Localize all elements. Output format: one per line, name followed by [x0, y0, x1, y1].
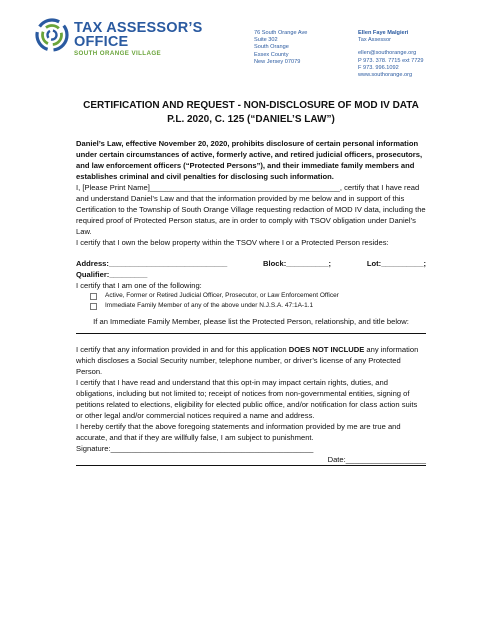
assessor-fax: F 973. 996.1092 — [358, 64, 399, 71]
office-logo — [34, 17, 203, 67]
assessor-title: Tax Assessor — [358, 37, 391, 44]
property-fields — [76, 258, 426, 269]
logo-title-line1: TAX ASSESSOR’S — [74, 20, 203, 36]
bottom-rule — [76, 465, 426, 466]
information-emphasis: DOES NOT INCLUDE — [288, 345, 365, 354]
foregoing-paragraph: I hereby certify that the above foregoing statements and information provided by me are true and accurate, and that if they are willfully false, I am subject to punishment. — [76, 422, 401, 442]
assessor-contact — [358, 30, 424, 79]
ownership-paragraph: I certify that I own the below property within the TSOV where I or a Protected Person resides: — [76, 238, 389, 247]
address-line: Essex County — [254, 51, 289, 58]
signature-field[interactable]: Signature:________________________________________________ — [76, 444, 314, 453]
qualifier-field[interactable]: Qualifier:_________ — [76, 270, 148, 279]
checkbox-icon[interactable] — [90, 303, 97, 310]
letterhead — [0, 0, 480, 95]
family-prompt: If an Immediate Family Member, please list the Protected Person, relationship, and title below: — [93, 317, 409, 326]
block-field[interactable]: Block:__________; — [263, 259, 332, 268]
status-prompt: I certify that I am one of the following: — [76, 281, 202, 290]
certify-paragraph: I, [Please Print Name]_____________________________________________, certify that I have read and understand Daniel’s Law and that the information provided by me below and in support of this Certification to the Township of South Orange Village requesting redaction of MOD IV data, including the required proof of Protected Person status, are in order to comply with TSOV obligation under Daniel’s Law. — [76, 183, 426, 236]
form-content — [76, 100, 426, 466]
opt-in-paragraph: I certify that I have read and understand that this opt-in may impact certain rights, duties, and obligations, including but not limited to; receipt of notices from non-governmental entities, signing of petitions related to elections, eligibility for elected public office, and/or notification for class action suits or other legal and/or commercial notices required a name and address. — [76, 378, 418, 420]
address-line: Suite 302 — [254, 37, 278, 44]
information-text-c: any information which discloses a Social Security number, telephone number, or driver’s license of any Protected Person. — [76, 345, 419, 376]
logo-subtitle: SOUTH ORANGE VILLAGE — [74, 50, 162, 57]
assessor-email[interactable]: ellen@southorange.org — [358, 50, 417, 57]
option-family-member[interactable] — [76, 301, 426, 311]
intro-paragraph: Daniel’s Law, effective November 20, 2020, prohibits disclosure of certain personal information under certain circumstances of active, formerly active, and retired judicial officers, prosecutors, and law enforcement officers (“Protected Persons”), and their immediate family members and establishes criminal and civil penalties for disclosing such information. — [76, 139, 423, 181]
assessor-phone: P 973. 378. 7715 ext 7729 — [358, 57, 424, 64]
address-field[interactable]: Address:____________________________ — [76, 259, 228, 268]
information-text-a: I certify that any information provided in and for this application — [76, 345, 289, 354]
information-paragraph — [76, 344, 426, 377]
assessor-name: Ellen Faye Malgieri — [358, 30, 409, 36]
lot-field[interactable]: Lot:__________; — [366, 259, 426, 268]
form-title: CERTIFICATION AND REQUEST - NON-DISCLOSURE OF MOD IV DATA — [83, 100, 419, 111]
checkbox-icon[interactable] — [90, 293, 97, 300]
form-subtitle: P.L. 2020, C. 125 (“DANIEL’S LAW”) — [167, 113, 335, 125]
option-officer-label: Active, Former or Retired Judicial Officer, Prosecutor, or Law Enforcement Officer — [105, 292, 339, 299]
swirl-logo-icon — [34, 17, 70, 53]
office-address — [254, 30, 307, 66]
address-line: 76 South Orange Ave — [254, 30, 308, 36]
address-line: South Orange — [254, 44, 289, 51]
website-link[interactable]: www.southorange.org — [358, 72, 413, 79]
option-family-label: Immediate Family Member of any of the above under N.J.S.A. 47:1A-1.1 — [105, 302, 314, 309]
option-officer[interactable] — [76, 291, 426, 301]
address-line: New Jersey 07079 — [254, 58, 301, 65]
logo-title-line2: OFFICE — [74, 34, 129, 50]
date-field[interactable]: Date:___________________ — [327, 455, 426, 464]
